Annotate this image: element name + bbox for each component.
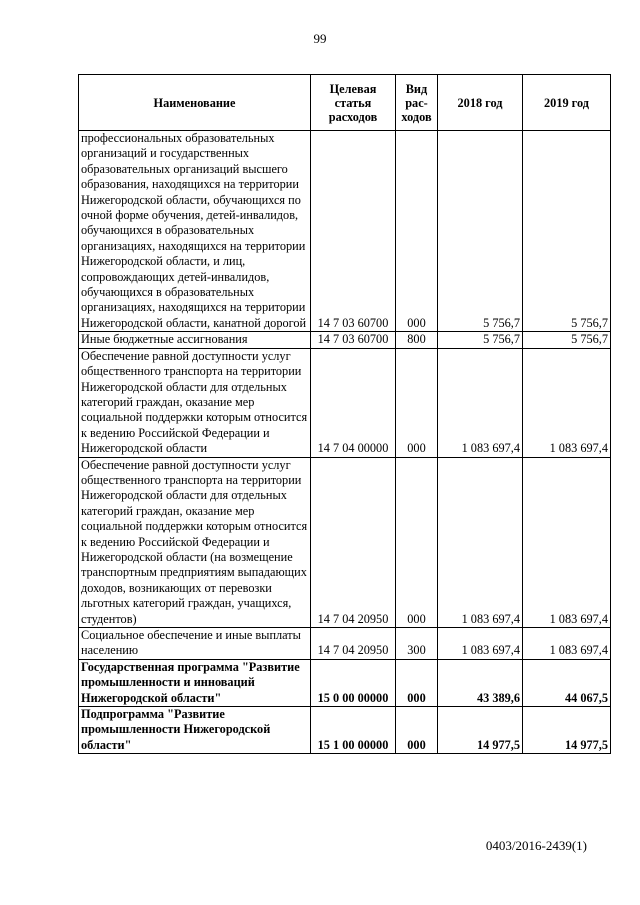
row-amount-2018: 1 083 697,4 (438, 348, 523, 457)
row-expense-kind: 000 (396, 131, 438, 332)
table-row (79, 628, 611, 660)
row-expense-kind: 800 (396, 332, 438, 348)
table-row (79, 131, 611, 332)
budget-table (78, 74, 611, 754)
row-amount-2019: 1 083 697,4 (523, 457, 611, 627)
row-amount-2019: 1 083 697,4 (523, 628, 611, 660)
row-expense-kind: 300 (396, 628, 438, 660)
row-name: Иные бюджетные ассигнования (79, 332, 311, 348)
row-target-code: 14 7 04 00000 (311, 348, 396, 457)
table-row (79, 707, 611, 754)
row-name: Обеспечение равной доступности услуг общественного транспорта на территории Нижегородской области для отдельных категорий граждан, оказание мер социальной поддержки которым относится к ведению Российской Федерации и Нижегородской области (79, 348, 311, 457)
page-number: 99 (313, 31, 327, 46)
row-amount-2019: 1 083 697,4 (523, 348, 611, 457)
row-expense-kind: 000 (396, 659, 438, 706)
row-amount-2018: 1 083 697,4 (438, 628, 523, 660)
row-amount-2019: 44 067,5 (523, 659, 611, 706)
row-amount-2019: 5 756,7 (523, 131, 611, 332)
table-row (79, 332, 611, 348)
row-target-code: 14 7 03 60700 (311, 131, 396, 332)
row-target-code: 15 0 00 00000 (311, 659, 396, 706)
row-target-code: 15 1 00 00000 (311, 707, 396, 754)
row-name: профессиональных образовательных организаций и государственных образовательных организаций высшего образования, находящихся на территории Нижегородской области, обучающихся по очной форме обучения, детей-инвалидов, обучающихся в образовательных организациях, находящихся на территории Нижегородской области, и лиц, сопровождающих детей-инвалидов, обучающихся в образовательных организациях, находящихся на территории Нижегородской области, канатной дорогой (79, 131, 311, 332)
row-target-code: 14 7 04 20950 (311, 457, 396, 627)
row-amount-2019: 14 977,5 (523, 707, 611, 754)
table-header-row (79, 75, 611, 131)
row-amount-2018: 43 389,6 (438, 659, 523, 706)
document-code: 0403/2016-2439(1) (485, 838, 587, 853)
table-row (79, 659, 611, 706)
row-expense-kind: 000 (396, 457, 438, 627)
row-expense-kind: 000 (396, 348, 438, 457)
row-amount-2018: 5 756,7 (438, 131, 523, 332)
row-amount-2018: 1 083 697,4 (438, 457, 523, 627)
row-name: Социальное обеспечение и иные выплаты населению (79, 628, 311, 660)
row-amount-2018: 5 756,7 (438, 332, 523, 348)
header-name: Наименование (79, 75, 311, 131)
row-name: Подпрограмма "Развитие промышленности Нижегородской области" (79, 707, 311, 754)
header-year-2019: 2019 год (523, 75, 611, 131)
table-row (79, 457, 611, 627)
row-target-code: 14 7 04 20950 (311, 628, 396, 660)
row-expense-kind: 000 (396, 707, 438, 754)
row-amount-2018: 14 977,5 (438, 707, 523, 754)
row-name: Государственная программа "Развитие промышленности и инноваций Нижегородской области" (79, 659, 311, 706)
header-expense-kind: Вид рас-ходов (396, 75, 438, 131)
row-target-code: 14 7 03 60700 (311, 332, 396, 348)
header-target-article: Целевая статья расходов (311, 75, 396, 131)
row-name: Обеспечение равной доступности услуг общественного транспорта на территории Нижегородской области для отдельных категорий граждан, оказание мер социальной поддержки которым относится к ведению Российской Федерации и Нижегородской области (на возмещение транспортным предприятиям выпадающих доходов, возникающих от перевозки льготных категорий граждан, учащихся, студентов) (79, 457, 311, 627)
row-amount-2019: 5 756,7 (523, 332, 611, 348)
header-year-2018: 2018 год (438, 75, 523, 131)
table-row (79, 348, 611, 457)
